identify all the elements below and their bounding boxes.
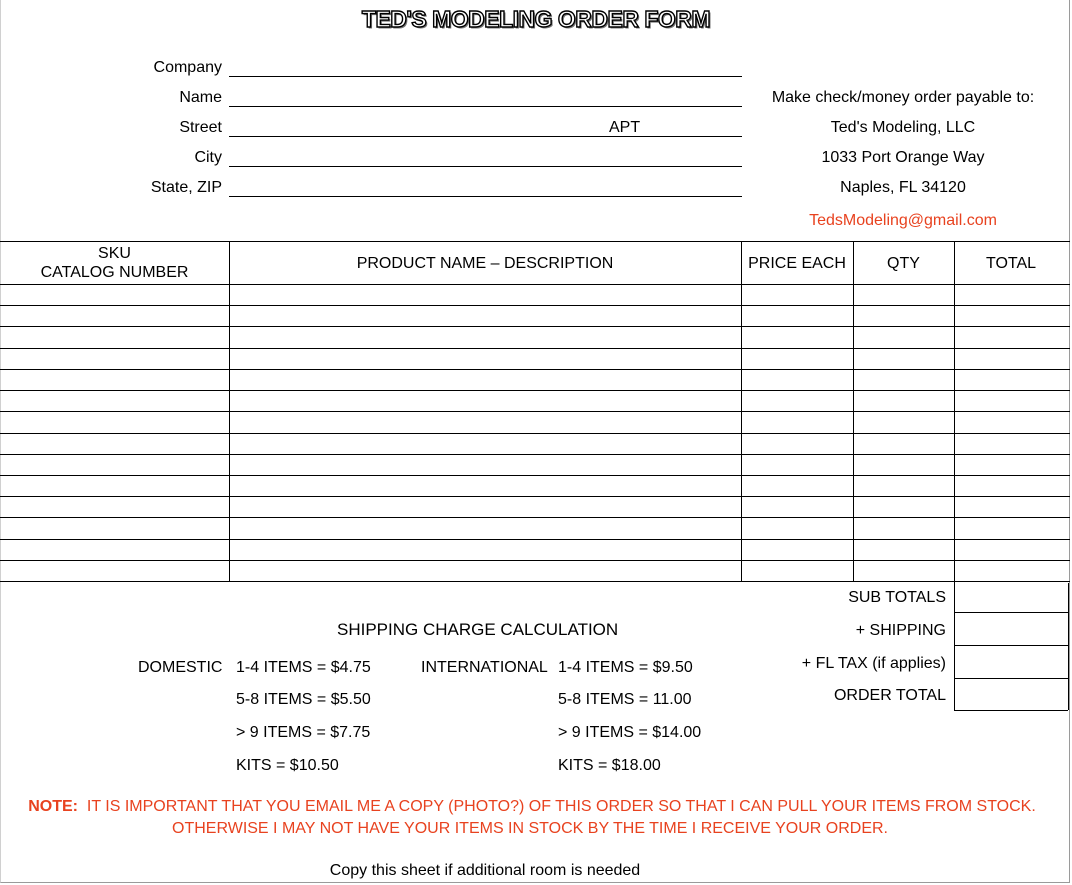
table-row[interactable]: [0, 390, 1070, 391]
payable-name: Ted's Modeling, LLC: [830, 119, 976, 136]
domestic-rate-1: 1-4 ITEMS = $4.75: [236, 659, 371, 676]
payable-email[interactable]: TedsModeling@gmail.com: [809, 212, 997, 229]
table-row[interactable]: [0, 496, 1070, 497]
city-field[interactable]: [229, 166, 742, 167]
domestic-label: DOMESTIC: [138, 659, 223, 676]
order-total-label: ORDER TOTAL: [833, 687, 946, 704]
sub-totals-label: SUB TOTALS: [848, 589, 946, 606]
header-sku-line2: CATALOG NUMBER: [40, 264, 189, 281]
header-qty: QTY: [887, 255, 920, 272]
table-row[interactable]: [0, 305, 1070, 306]
name-label: Name: [179, 89, 222, 106]
shipping-heading: SHIPPING CHARGE CALCULATION: [337, 620, 619, 639]
col-divider-qty: [954, 241, 955, 710]
header-sku: [0, 244, 229, 282]
city-label: City: [194, 149, 222, 166]
col-divider-sku: [229, 241, 230, 581]
domestic-rate-2: 5-8 ITEMS = $5.50: [236, 691, 371, 708]
international-rate-2: 5-8 ITEMS = 11.00: [558, 691, 692, 708]
international-label: INTERNATIONAL: [421, 659, 548, 676]
international-rate-3: > 9 ITEMS = $14.00: [558, 724, 702, 741]
street-field[interactable]: [229, 136, 742, 137]
header-total: TOTAL: [985, 255, 1037, 272]
table-row[interactable]: [0, 369, 1070, 370]
table-row[interactable]: [0, 433, 1070, 434]
table-row[interactable]: [0, 560, 1070, 561]
header-product: PRODUCT NAME – DESCRIPTION: [356, 255, 614, 272]
header-price: PRICE EACH: [748, 255, 846, 272]
table-row[interactable]: [0, 581, 1070, 582]
summary-right-border: [1068, 583, 1069, 710]
state-zip-label: State, ZIP: [150, 179, 222, 196]
form-title: TED'S MODELING ORDER FORM: [361, 6, 711, 32]
name-field[interactable]: [229, 106, 742, 107]
table-row[interactable]: [0, 348, 1070, 349]
summary-line-4: [954, 710, 1068, 711]
table-row[interactable]: [0, 411, 1070, 412]
note-text-1: IT IS IMPORTANT THAT YOU EMAIL ME A COPY (PHOTO?) OF THIS ORDER SO THAT I CAN PULL YOUR ITEMS FROM STOCK.: [86, 798, 1036, 815]
domestic-rate-3: > 9 ITEMS = $7.75: [236, 724, 371, 741]
summary-line-2: [954, 645, 1068, 646]
apt-label: APT: [609, 119, 641, 136]
table-row[interactable]: [0, 454, 1070, 455]
table-top-border: [0, 241, 1070, 242]
col-divider-price: [853, 241, 854, 581]
footer-text: Copy this sheet if additional room is needed: [329, 862, 641, 879]
table-row[interactable]: [0, 539, 1070, 540]
table-row[interactable]: [0, 517, 1070, 518]
shipping-label: + SHIPPING: [855, 622, 946, 639]
tax-label: + FL TAX (if applies): [801, 655, 946, 672]
domestic-rate-4: KITS = $10.50: [236, 757, 339, 774]
street-label: Street: [179, 119, 222, 136]
table-row[interactable]: [0, 284, 1070, 285]
state-zip-field[interactable]: [229, 196, 742, 197]
company-label: Company: [153, 59, 222, 76]
summary-line-3: [954, 678, 1068, 679]
international-rate-1: 1-4 ITEMS = $9.50: [558, 659, 693, 676]
company-field[interactable]: [229, 76, 742, 77]
payable-street: 1033 Port Orange Way: [821, 149, 985, 166]
note-line-1: [0, 798, 1068, 816]
note-prefix: NOTE:: [28, 798, 78, 815]
header-sku-line1: SKU: [98, 245, 131, 262]
table-row[interactable]: [0, 326, 1070, 327]
payable-city: Naples, FL 34120: [840, 179, 966, 196]
table-row[interactable]: [0, 475, 1070, 476]
col-divider-product: [741, 241, 742, 581]
international-rate-4: KITS = $18.00: [558, 757, 661, 774]
payable-heading: Make check/money order payable to:: [771, 89, 1035, 106]
note-line-2: OTHERWISE I MAY NOT HAVE YOUR ITEMS IN STOCK BY THE TIME I RECEIVE YOUR ORDER.: [172, 820, 888, 837]
summary-line-1: [954, 612, 1068, 613]
